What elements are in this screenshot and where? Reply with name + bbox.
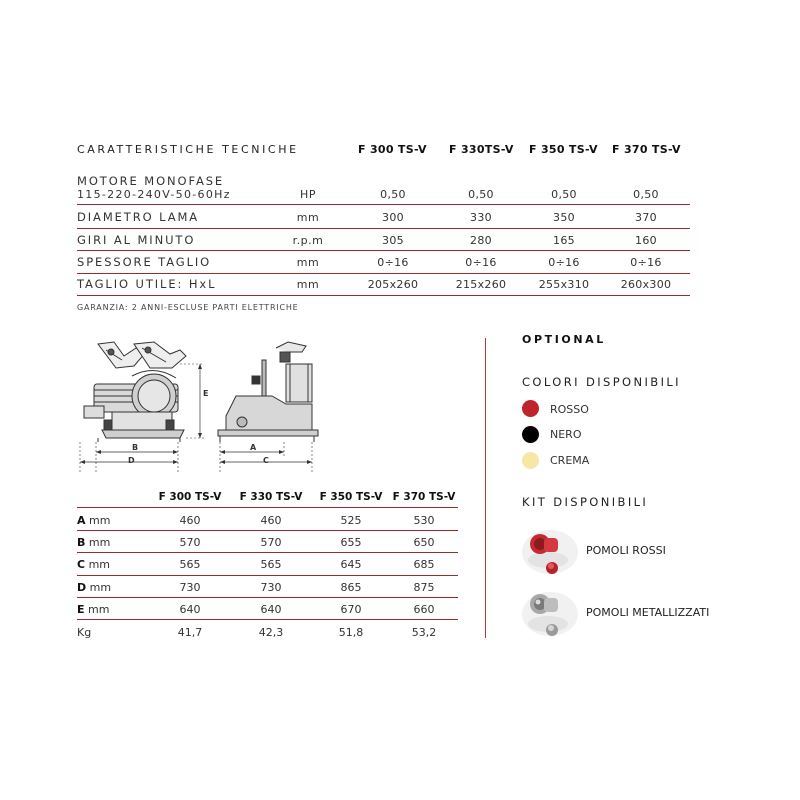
spec-row-cut-unit: mm	[296, 278, 320, 291]
dim-cell: 650	[413, 536, 435, 549]
spec-cell: 0÷16	[630, 256, 662, 269]
spec-model-3: F 350 TS-V	[529, 143, 598, 156]
spec-cell: 205x260	[367, 278, 419, 291]
spec-model-1: F 300 TS-V	[358, 143, 427, 156]
dim-cell: 865	[340, 581, 362, 594]
spec-row-thickness-unit: mm	[296, 256, 320, 269]
dim-cell: 730	[260, 581, 282, 594]
spec-cell: 260x300	[620, 278, 672, 291]
row-divider	[77, 204, 690, 205]
row-divider	[77, 575, 458, 576]
dim-cell: 525	[340, 514, 362, 527]
spec-cell: 0÷16	[548, 256, 580, 269]
dim-cell: 530	[413, 514, 435, 527]
dim-row-c-label: C mm	[77, 558, 111, 571]
kit-label-red: POMOLI ROSSI	[586, 544, 666, 557]
dimension-label-b: B	[132, 443, 139, 452]
dim-model-3: F 350 TS-V	[319, 491, 383, 503]
dim-cell: 685	[413, 558, 435, 571]
dim-cell: 460	[179, 514, 201, 527]
row-divider	[77, 228, 690, 229]
color-swatch-rosso	[522, 400, 539, 417]
dim-cell: 640	[260, 603, 282, 616]
spec-row-rpm-label: GIRI AL MINUTO	[77, 233, 196, 247]
spec-cell: 305	[382, 234, 404, 247]
dimension-label-a: A	[250, 443, 257, 452]
spec-model-2: F 330TS-V	[449, 143, 514, 156]
dim-cell: 570	[260, 536, 282, 549]
spec-model-4: F 370 TS-V	[612, 143, 681, 156]
dim-row-b-label: B mm	[77, 536, 111, 549]
spec-cell: 160	[635, 234, 657, 247]
dim-row-e-label: E mm	[77, 603, 110, 616]
dim-row-d-label: D mm	[77, 581, 112, 594]
row-divider	[77, 597, 458, 598]
spec-row-thickness-label: SPESSORE TAGLIO	[77, 255, 212, 269]
spec-row-motor-unit: HP	[300, 188, 316, 201]
technical-drawing	[76, 338, 326, 473]
dim-model-4: F 370 TS-V	[392, 491, 456, 503]
dim-model-2: F 330 TS-V	[239, 491, 303, 503]
vertical-divider	[485, 338, 486, 638]
warranty-note: GARANZIA: 2 ANNI-ESCLUSE PARTI ELETTRICHE	[77, 303, 299, 312]
dim-row-kg-label: Kg	[77, 626, 92, 639]
spec-cell: 0,50	[380, 188, 406, 201]
dim-cell: 41,7	[177, 626, 203, 639]
spec-cell: 330	[470, 211, 492, 224]
color-swatch-nero	[522, 426, 539, 443]
dim-model-1: F 300 TS-V	[158, 491, 222, 503]
spec-cell: 0,50	[551, 188, 577, 201]
dim-cell: 875	[413, 581, 435, 594]
color-label-rosso: ROSSO	[550, 403, 589, 416]
dim-cell: 565	[260, 558, 282, 571]
row-divider	[77, 250, 690, 251]
spec-row-rpm-unit: r.p.m	[292, 234, 324, 247]
dim-cell: 660	[413, 603, 435, 616]
dimension-label-e: E	[203, 389, 209, 398]
row-divider	[77, 295, 690, 296]
dim-cell: 51,8	[338, 626, 364, 639]
dim-row-a-label: A mm	[77, 514, 111, 527]
spec-row-blade-label: DIAMETRO LAMA	[77, 210, 200, 224]
spec-cell: 215x260	[455, 278, 507, 291]
dim-cell: 645	[340, 558, 362, 571]
kit-label-metal: POMOLI METALLIZZATI	[586, 606, 710, 619]
spec-cell: 300	[382, 211, 404, 224]
spec-cell: 0÷16	[377, 256, 409, 269]
spec-row-motor-label: MOTORE MONOFASE	[77, 174, 225, 188]
row-divider	[77, 273, 690, 274]
spec-cell: 0÷16	[465, 256, 497, 269]
colors-title: COLORI DISPONIBILI	[522, 375, 681, 389]
dim-cell: 42,3	[258, 626, 284, 639]
color-swatch-crema	[522, 452, 539, 469]
metal-knob-icon	[520, 582, 580, 642]
row-divider	[77, 530, 458, 531]
color-label-crema: CREMA	[550, 454, 590, 467]
spec-cell: 0,50	[468, 188, 494, 201]
spec-cell: 255x310	[538, 278, 590, 291]
spec-row-cut-label: TAGLIO UTILE: HxL	[77, 277, 217, 291]
dim-cell: 670	[340, 603, 362, 616]
dim-cell: 730	[179, 581, 201, 594]
spec-cell: 350	[553, 211, 575, 224]
dim-cell: 565	[179, 558, 201, 571]
color-label-nero: NERO	[550, 428, 582, 441]
spec-row-blade-unit: mm	[296, 211, 320, 224]
dim-cell: 655	[340, 536, 362, 549]
red-knob-icon	[520, 520, 580, 580]
spec-heading: CARATTERISTICHE TECNICHE	[77, 143, 299, 156]
spec-row-motor-sublabel: 115-220-240V-50-60Hz	[77, 188, 231, 201]
optional-title: OPTIONAL	[522, 333, 606, 346]
dimension-label-d: D	[128, 456, 135, 465]
dim-cell: 640	[179, 603, 201, 616]
spec-cell: 0,50	[633, 188, 659, 201]
spec-cell: 370	[635, 211, 657, 224]
dim-cell: 570	[179, 536, 201, 549]
row-divider	[77, 619, 458, 620]
row-divider	[77, 552, 458, 553]
dim-cell: 460	[260, 514, 282, 527]
dim-cell: 53,2	[411, 626, 437, 639]
kits-title: KIT DISPONIBILI	[522, 495, 649, 509]
spec-cell: 165	[553, 234, 575, 247]
dimension-label-c: C	[263, 456, 269, 465]
row-divider	[77, 507, 458, 508]
spec-cell: 280	[470, 234, 492, 247]
